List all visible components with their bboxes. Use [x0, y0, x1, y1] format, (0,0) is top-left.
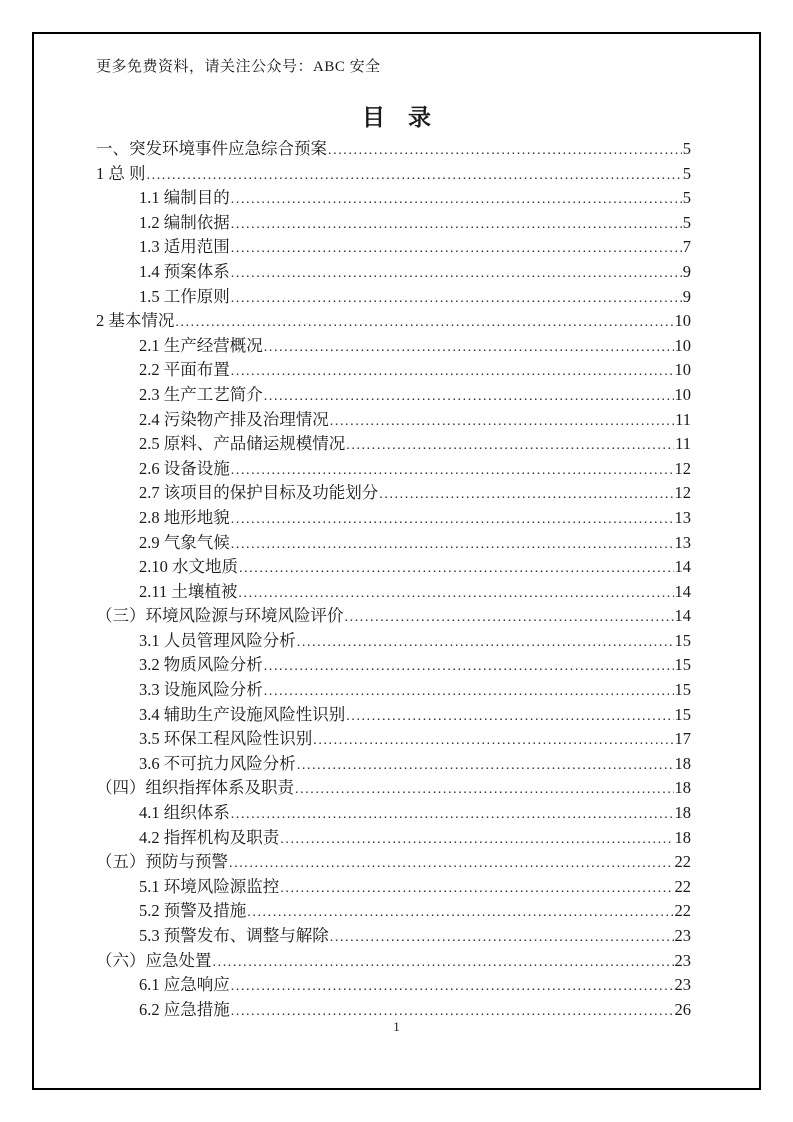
- toc-entry: [96, 432, 691, 457]
- toc-leader-dots: [231, 803, 674, 828]
- toc-entry-label: 2.1 生产经营概况: [139, 335, 263, 355]
- toc-entry-label: 1.2 编制依据: [139, 212, 230, 232]
- toc-entry: [96, 137, 691, 162]
- toc-leader-dots: [238, 582, 673, 607]
- toc-entry-label: 3.2 物质风险分析: [139, 655, 263, 675]
- toc-entry-label: 6.2 应急措施: [139, 999, 230, 1019]
- toc-leader-dots: [330, 926, 674, 951]
- toc-leader-dots: [264, 336, 674, 361]
- toc-entry: [96, 162, 691, 187]
- toc-entry: [96, 457, 691, 482]
- toc-entry: [96, 285, 691, 310]
- toc-entry-label: 2 基本情况: [96, 311, 175, 331]
- toc-entry-label: 2.4 污染物产排及治理情况: [139, 409, 329, 429]
- toc-entry-label: 5.1 环境风险源监控: [139, 876, 280, 896]
- toc-entry: [96, 727, 691, 752]
- toc-entry: [96, 235, 691, 260]
- toc-entry-label: 1.1 编制目的: [139, 188, 230, 208]
- toc-entry-label: 1.4 预案体系: [139, 261, 230, 281]
- toc-entry: [96, 924, 691, 949]
- document-title: 目 录: [362, 105, 431, 130]
- toc-entry: [96, 408, 691, 433]
- toc-entry-label: 3.6 不可抗力风险分析: [139, 753, 296, 773]
- toc-entry-page: 14: [674, 581, 691, 601]
- toc-entry-page: 5: [682, 188, 691, 208]
- toc-leader-dots: [264, 655, 674, 680]
- toc-entry: [96, 629, 691, 654]
- toc-entry-page: 11: [675, 434, 691, 454]
- toc-leader-dots: [280, 828, 673, 853]
- toc-entry-label: 4.1 组织体系: [139, 803, 230, 823]
- toc-entry-label: 2.10 水文地质: [139, 557, 238, 577]
- toc-entry-page: 5: [682, 212, 691, 232]
- toc-entry-page: 13: [674, 532, 691, 552]
- toc-leader-dots: [295, 778, 674, 803]
- toc-entry-label: 3.1 人员管理风险分析: [139, 630, 296, 650]
- toc-entry-page: 23: [674, 926, 691, 945]
- toc-entry: [96, 604, 691, 629]
- toc-leader-dots: [229, 852, 674, 877]
- toc-entry-page: 18: [674, 778, 691, 798]
- toc-entry: [96, 850, 691, 875]
- toc-leader-dots: [231, 213, 682, 238]
- toc-leader-dots: [175, 311, 673, 336]
- toc-leader-dots: [147, 164, 682, 189]
- toc-entry: [96, 260, 691, 285]
- toc-entry-page: 23: [674, 950, 691, 970]
- toc-leader-dots: [239, 557, 674, 582]
- toc-entry-page: 22: [674, 876, 691, 896]
- toc-entry-page: 13: [674, 507, 691, 527]
- toc-entry-page: 15: [674, 655, 691, 675]
- toc-entry-label: 1 总 则: [96, 163, 146, 183]
- toc-entry-label: 1.5 工作原则: [139, 286, 230, 306]
- toc-entry-label: （四）组织指挥体系及职责: [96, 778, 294, 798]
- toc-entry: [96, 211, 691, 236]
- toc-entry-page: 14: [674, 557, 691, 577]
- toc-entry: [96, 752, 691, 777]
- toc-entry-page: 22: [674, 852, 691, 872]
- toc-entry: [96, 653, 691, 678]
- footer-page-number: 1: [393, 1019, 400, 1034]
- toc-entry-label: 3.4 辅助生产设施风险性识别: [139, 704, 346, 724]
- toc-entry-label: 2.6 设备设施: [139, 458, 230, 478]
- toc-entry: [96, 826, 691, 851]
- toc-entry-page: 18: [674, 827, 691, 847]
- toc-entry-page: 12: [674, 458, 691, 478]
- toc-entry-label: 2.3 生产工艺简介: [139, 384, 263, 404]
- toc-entry-label: 3.5 环保工程风险性识别: [139, 729, 313, 749]
- toc-entry: [96, 949, 691, 974]
- toc-entry-page: 15: [674, 680, 691, 700]
- toc-entry: [96, 481, 691, 506]
- toc-leader-dots: [231, 287, 682, 312]
- toc-entry-page: 15: [674, 630, 691, 650]
- toc-entry: [96, 801, 691, 826]
- toc-entry: [96, 383, 691, 408]
- toc-leader-dots: [346, 705, 673, 730]
- toc-entry-page: 22: [674, 901, 691, 921]
- toc-entry-page: 9: [682, 261, 691, 281]
- toc-entry-page: 7: [682, 237, 691, 257]
- toc-leader-dots: [313, 729, 673, 754]
- toc-leader-dots: [346, 434, 674, 459]
- toc-entry-page: 26: [674, 999, 691, 1019]
- toc-leader-dots: [231, 360, 674, 385]
- toc-leader-dots: [231, 975, 674, 1000]
- toc-entry-label: 4.2 指挥机构及职责: [139, 827, 280, 847]
- toc-entry-page: 5: [682, 139, 691, 158]
- toc-leader-dots: [379, 483, 673, 508]
- toc-entry: [96, 899, 691, 924]
- toc-entry: [96, 309, 691, 334]
- toc-entry: [96, 973, 691, 998]
- toc-entry-label: （五）预防与预警: [96, 852, 228, 872]
- toc-entry-label: 2.5 原料、产品储运规模情况: [139, 434, 346, 454]
- toc-entry: [96, 506, 691, 531]
- toc-entry-page: 10: [674, 384, 691, 404]
- toc-entry: [96, 186, 691, 211]
- toc-entry-label: 6.1 应急响应: [139, 975, 230, 995]
- toc-entry-page: 23: [674, 975, 691, 995]
- toc-leader-dots: [297, 754, 674, 779]
- toc-leader-dots: [231, 459, 674, 484]
- toc-entry: [96, 358, 691, 383]
- toc-leader-dots: [297, 631, 674, 656]
- toc-leader-dots: [328, 139, 682, 164]
- toc-entry-label: 2.9 气象气候: [139, 532, 230, 552]
- toc-leader-dots: [247, 901, 673, 926]
- toc-leader-dots: [231, 533, 674, 558]
- toc-entry-page: 15: [674, 704, 691, 724]
- toc-entry-page: 14: [674, 606, 691, 626]
- toc-entry-label: 2.11 土壤植被: [139, 581, 238, 601]
- toc-leader-dots: [264, 680, 674, 705]
- toc-leader-dots: [231, 508, 674, 533]
- toc-leader-dots: [345, 606, 674, 631]
- toc-entry: [96, 334, 691, 359]
- toc-entry-label: 5.2 预警及措施: [139, 901, 247, 921]
- toc-list: [96, 137, 691, 1022]
- toc-entry-page: 10: [674, 311, 691, 331]
- toc-leader-dots: [231, 237, 682, 262]
- toc-leader-dots: [264, 385, 674, 410]
- toc-entry-page: 9: [682, 286, 691, 306]
- toc-leader-dots: [231, 188, 682, 213]
- toc-entry-page: 10: [674, 335, 691, 355]
- toc-entry-label: 一、突发环境事件应急综合预案: [96, 139, 327, 158]
- toc-leader-dots: [213, 951, 674, 976]
- toc-entry: [96, 580, 691, 605]
- toc-entry-page: 12: [674, 483, 691, 503]
- toc-entry-page: 10: [674, 360, 691, 380]
- toc-entry: [96, 776, 691, 801]
- toc-entry-label: 1.3 适用范围: [139, 237, 230, 257]
- toc-entry: [96, 875, 691, 900]
- toc-entry: [96, 703, 691, 728]
- toc-entry-label: 2.7 该项目的保护目标及功能划分: [139, 483, 379, 503]
- toc-entry-label: 2.8 地形地貌: [139, 507, 230, 527]
- toc-entry-page: 18: [674, 753, 691, 773]
- toc-leader-dots: [280, 877, 673, 902]
- toc-entry: [96, 531, 691, 556]
- toc-entry: [96, 678, 691, 703]
- toc-entry-page: 17: [674, 729, 691, 749]
- toc-entry-label: （六）应急处置: [96, 950, 212, 970]
- toc-entry-page: 11: [675, 409, 691, 429]
- toc-entry-page: 5: [682, 163, 691, 183]
- toc-entry-label: 5.3 预警发布、调整与解除: [139, 926, 329, 945]
- toc-entry: [96, 555, 691, 580]
- header-note: 更多免费资料，请关注公众号：ABC 安全: [96, 59, 381, 75]
- toc-leader-dots: [330, 410, 674, 435]
- toc-entry-label: 2.2 平面布置: [139, 360, 230, 380]
- toc-entry-page: 18: [674, 803, 691, 823]
- toc-entry-label: 3.3 设施风险分析: [139, 680, 263, 700]
- toc-leader-dots: [231, 262, 682, 287]
- toc-entry-label: （三）环境风险源与环境风险评价: [96, 606, 344, 626]
